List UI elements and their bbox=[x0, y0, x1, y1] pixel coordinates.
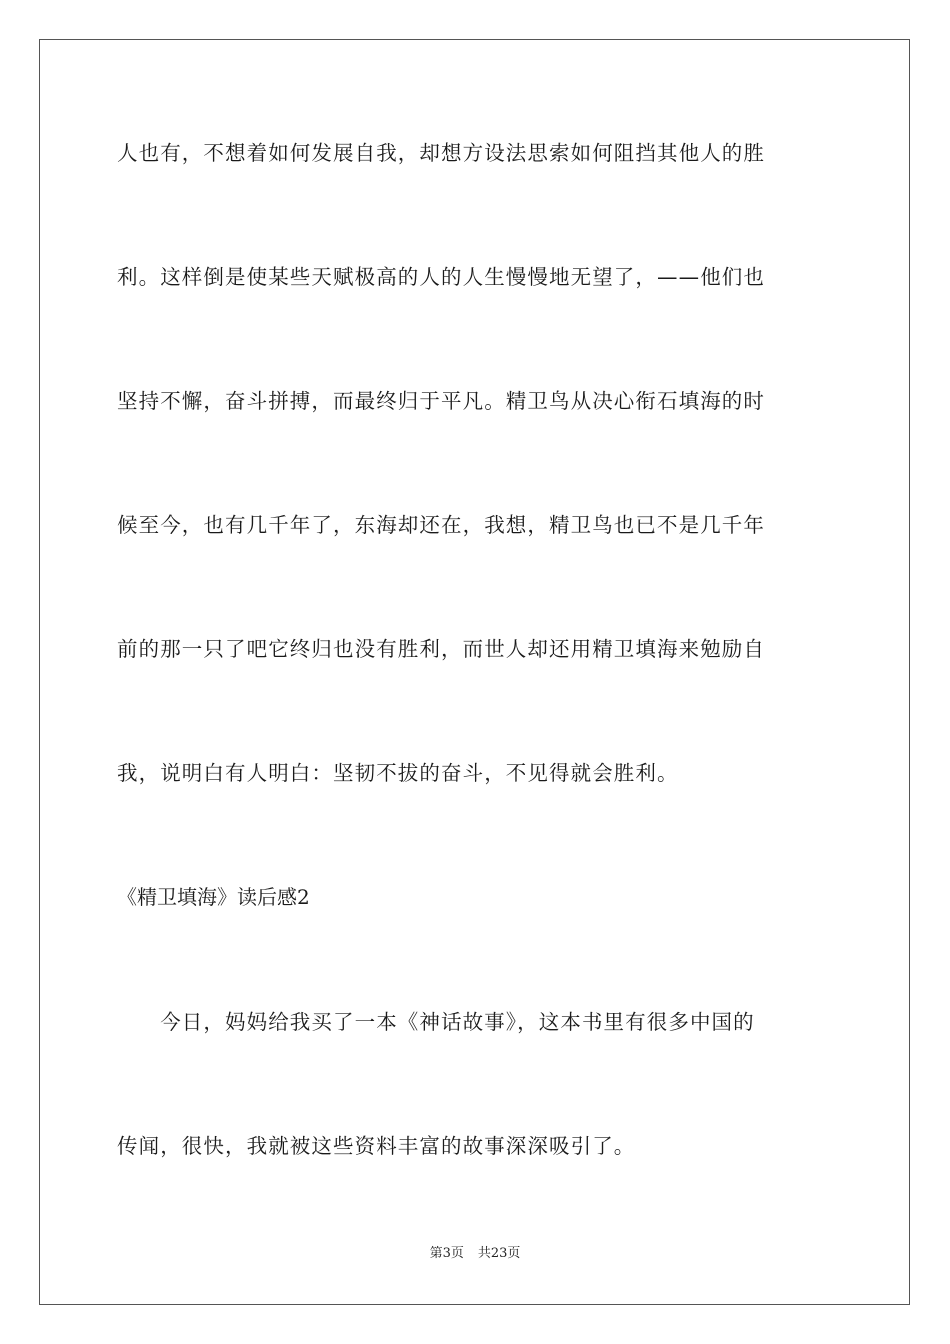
body-line-6: 我，说明白有人明白：坚韧不拔的奋斗，不见得就会胜利。 bbox=[117, 761, 679, 785]
body-line-2: 利。这样倒是使某些天赋极高的人的人生慢慢地无望了，——他们也 bbox=[117, 265, 765, 289]
section-heading: 《精卫填海》读后感2 bbox=[117, 885, 310, 909]
body-line-4: 候至今，也有几千年了，东海却还在，我想，精卫鸟也已不是几千年 bbox=[117, 513, 765, 537]
page-footer bbox=[0, 1245, 950, 1263]
page-border bbox=[39, 39, 910, 1305]
body-line-3: 坚持不懈，奋斗拼搏，而最终归于平凡。精卫鸟从决心衔石填海的时 bbox=[117, 389, 765, 413]
page-total: 共23页 bbox=[477, 1246, 521, 1261]
body-line-1: 人也有，不想着如何发展自我，却想方设法思索如何阻挡其他人的胜 bbox=[117, 141, 765, 165]
body-line-7: 今日，妈妈给我买了一本《神话故事》，这本书里有很多中国的 bbox=[117, 1010, 755, 1034]
body-line-8: 传闻，很快，我就被这些资料丰富的故事深深吸引了。 bbox=[117, 1134, 636, 1158]
page-number: 第3页 bbox=[429, 1246, 464, 1261]
body-line-5: 前的那一只了吧它终归也没有胜利，而世人却还用精卫填海来勉励自 bbox=[117, 637, 765, 661]
